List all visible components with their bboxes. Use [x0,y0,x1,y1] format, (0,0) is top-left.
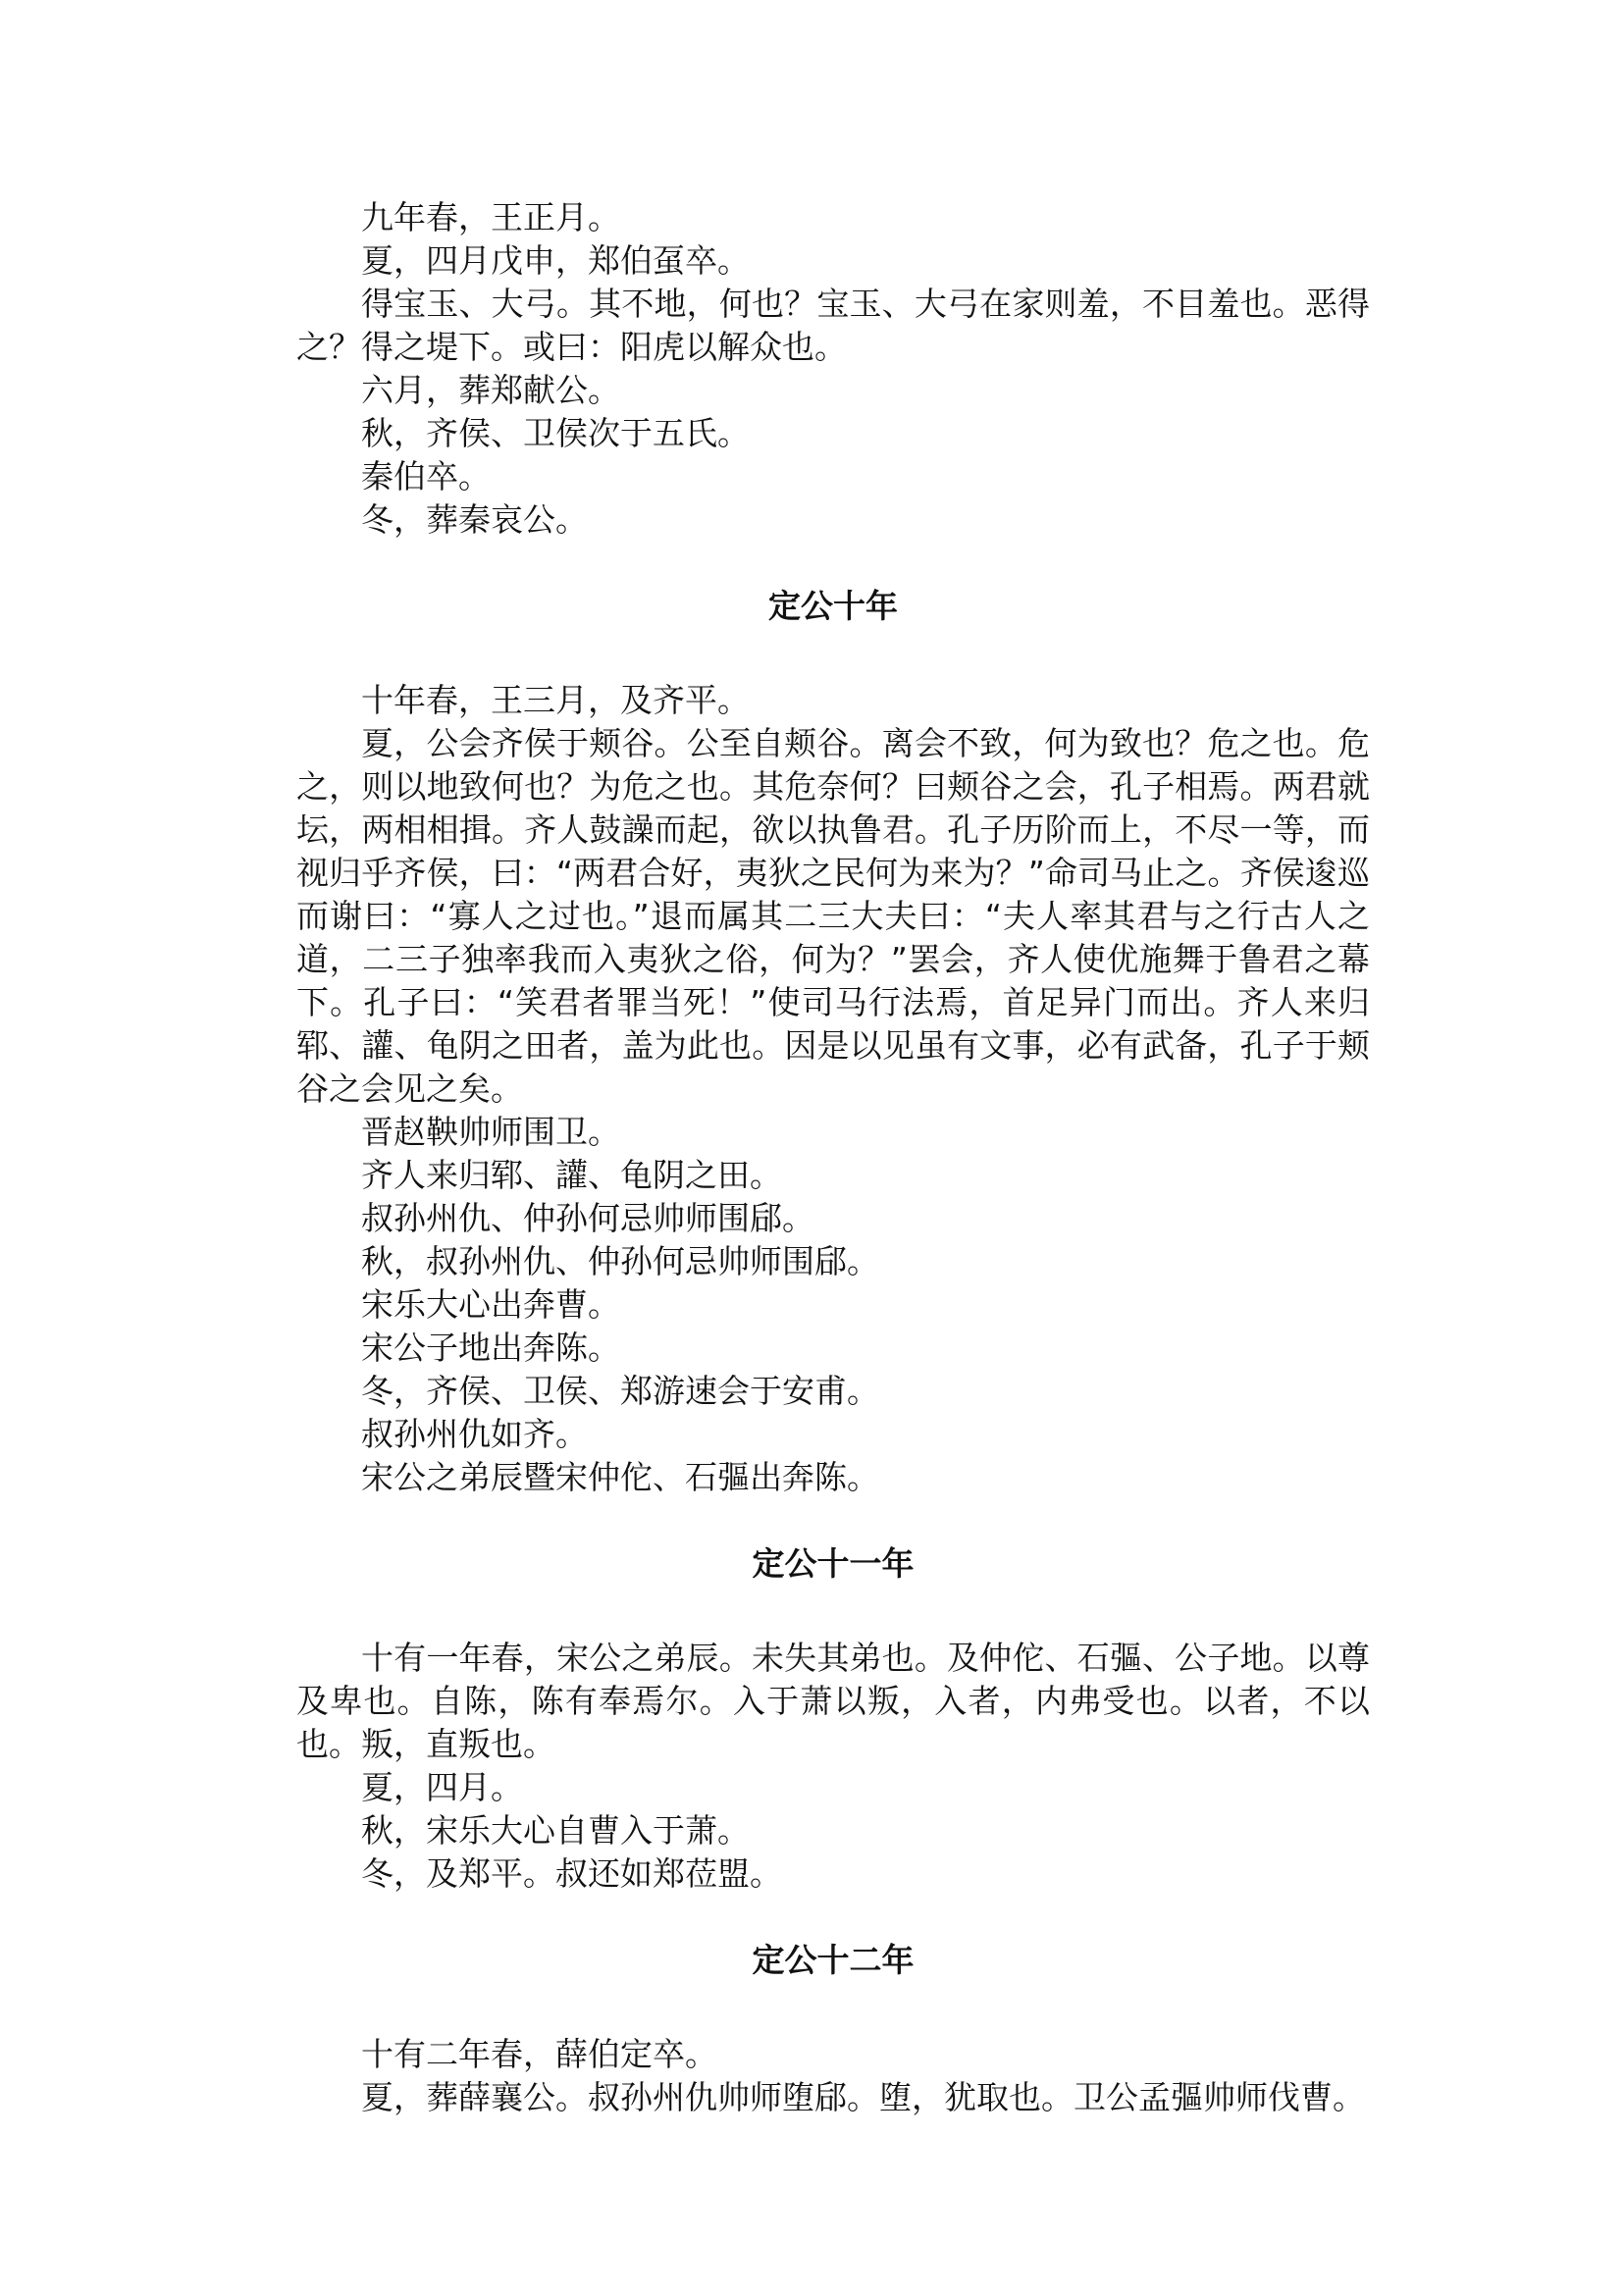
paragraph: 宋公之弟辰暨宋仲佗、石彄出奔陈。 [361,1458,879,1496]
paragraph: 夏，四月。 [361,1768,523,1806]
section-heading: 定公十二年 [752,1941,915,1979]
paragraph: 十有二年春，薛伯定卒。 [361,2035,717,2073]
section-heading: 定公十年 [768,587,898,625]
spacer [296,1896,1370,1939]
spacer [296,628,1370,679]
section-year-10 [296,585,1370,1499]
paragraph: 秋，叔孙州仇、仲孙何忌帅师围郈。 [361,1242,879,1280]
paragraph: 夏，四月戊申，郑伯虿卒。 [361,241,750,280]
paragraph: 九年春，王正月。 [361,198,620,236]
document-page [296,196,1370,2119]
paragraph: 宋乐大心出奔曹。 [361,1285,620,1324]
paragraph: 十年春，王三月，及齐平。 [361,681,750,719]
paragraph: 秦伯卒。 [361,457,491,495]
paragraph: 六月，葬郑献公。 [361,371,620,409]
spacer [296,1982,1370,2033]
paragraph: 秋，齐侯、卫侯次于五氏。 [361,414,750,452]
paragraph: 冬，葬秦哀公。 [361,500,588,539]
paragraph: 冬，齐侯、卫侯、郑游速会于安甫。 [361,1372,879,1410]
section-year-9 [296,196,1370,542]
paragraph: 叔孙州仇如齐。 [361,1415,588,1453]
section-heading: 定公十一年 [752,1544,915,1583]
paragraph: 齐人来归郓、讙、龟阴之田。 [361,1156,782,1194]
paragraph: 夏，葬薛襄公。叔孙州仇帅师堕郈。堕，犹取也。卫公孟彄帅师伐曹。 [361,2078,1365,2116]
paragraph: 冬，及郑平。叔还如郑莅盟。 [361,1854,782,1893]
paragraph: 秋，宋乐大心自曹入于萧。 [361,1811,750,1850]
paragraph: 晋赵鞅帅师围卫。 [361,1113,620,1151]
paragraph: 夏，公会齐侯于颊谷。公至自颊谷。离会不致，何为致也？危之也。危之，则以地致何也？为危之也。其危奈何？曰颊谷之会，孔子相焉。两君就坛，两相相揖。齐人鼓譟而起，欲以执鲁君。孔子历阶而上，不尽一等，而视归乎齐侯，曰：“两君合好，夷狄之民何为来为？”命司马止之。齐侯逡巡而谢曰：“寡人之过也。”退而属其二三大夫曰：“夫人率其君与之行古人之道，二三子独率我而入夷狄之俗，何为？”罢会，齐人使优施舞于鲁君之幕下。孔子曰：“笑君者罪当死！”使司马行法焉，首足异门而出。齐人来归郓、讙、龟阴之田者，盖为此也。因是以见虽有文事，必有武备，孔子于颊谷之会见之矣。 [296,724,1370,1108]
paragraph: 得宝玉、大弓。其不地，何也？宝玉、大弓在家则羞，不目羞也。恶得之？得之堤下。或曰：阳虎以解众也。 [296,285,1370,366]
paragraph: 宋公子地出奔陈。 [361,1329,620,1367]
section-year-11 [296,1542,1370,1896]
paragraph: 十有一年春，宋公之弟辰。未失其弟也。及仲佗、石彄、公子地。以尊及卑也。自陈，陈有奉焉尔。入于萧以叛，入者，内弗受也。以者，不以也。叛，直叛也。 [296,1639,1370,1763]
spacer [296,1499,1370,1542]
spacer [296,1586,1370,1637]
paragraph: 叔孙州仇、仲孙何忌帅师围郈。 [361,1199,814,1237]
spacer [296,542,1370,585]
section-year-12 [296,1939,1370,2119]
